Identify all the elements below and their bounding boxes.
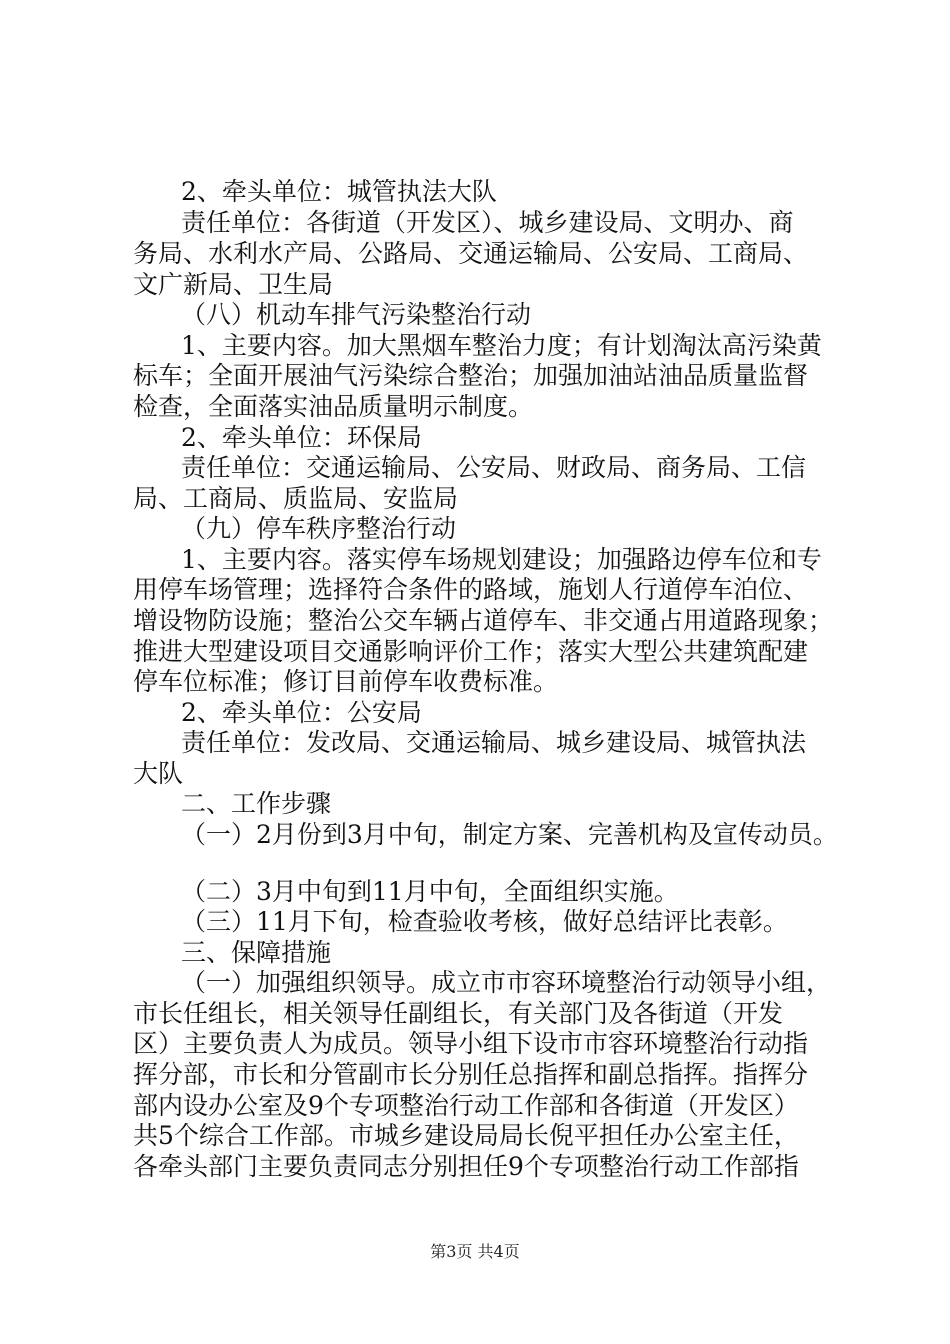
text-line-3: 务局、水利水产局、公路局、交通运输局、公安局、工商局、 xyxy=(133,239,809,268)
text-line-6: 1、主要内容。加大黑烟车整治力度；有计划淘汰高污染黄 xyxy=(181,331,822,360)
text-line-5: （八）机动车排气污染整治行动 xyxy=(181,300,532,329)
text-line-4: 文广新局、卫生局 xyxy=(133,270,334,299)
text-line-9: 2、牵头单位：环保局 xyxy=(181,423,422,452)
page-number-footer: 第3页 共4页 xyxy=(430,1242,520,1261)
text-line-31: 共5个综合工作部。市城乡建设局局长倪平担任办公室主任， xyxy=(133,1121,799,1150)
text-line-27: 市长任组长，相关领导任副组长，有关部门及各街道（开发 xyxy=(133,999,784,1028)
text-line-32: 各牵头部门主要负责同志分别担任9个专项整治行动工作部指 xyxy=(133,1152,799,1181)
text-line-12: （九）停车秩序整治行动 xyxy=(181,514,457,543)
text-line-24: （三）11月下旬，检查验收考核，做好总结评比表彰。 xyxy=(181,907,788,936)
text-line-26: （一）加强组织领导。成立市市容环境整治行动领导小组， xyxy=(181,968,832,997)
text-line-22: （一）2月份到3月中旬，制定方案、完善机构及宣传动员。 xyxy=(181,820,838,849)
text-line-15: 增设物防设施；整治公交车辆占道停车、非交通占用道路现象； xyxy=(133,606,834,635)
text-line-29: 挥分部，市长和分管副市长分别任总指挥和副总指挥。指挥分 xyxy=(133,1060,809,1089)
text-line-23: （二）3月中旬到11月中旬，全面组织实施。 xyxy=(181,877,679,906)
text-line-1: 2、牵头单位：城管执法大队 xyxy=(181,177,497,206)
text-line-25: 三、保障措施 xyxy=(181,938,332,967)
text-line-11: 局、工商局、质监局、安监局 xyxy=(133,484,459,513)
text-line-28: 区）主要负责人为成员。领导小组下设市市容环境整治行动指 xyxy=(133,1029,809,1058)
text-line-19: 责任单位：发改局、交通运输局、城乡建设局、城管执法 xyxy=(181,728,807,757)
text-line-10: 责任单位：交通运输局、公安局、财政局、商务局、工信 xyxy=(181,453,807,482)
text-line-7: 标车；全面开展油气污染综合整治；加强加油站油品质量监督 xyxy=(133,361,809,390)
text-line-2: 责任单位：各街道（开发区）、城乡建设局、文明办、商 xyxy=(181,208,794,237)
text-line-13: 1、主要内容。落实停车场规划建设；加强路边停车位和专 xyxy=(181,545,822,574)
text-line-8: 检查，全面落实油品质量明示制度。 xyxy=(133,392,534,421)
text-line-16: 推进大型建设项目交通影响评价工作；落实大型公共建筑配建 xyxy=(133,637,809,666)
text-line-21: 二、工作步骤 xyxy=(181,789,332,818)
text-line-30: 部内设办公室及9个专项整治行动工作部和各街道（开发区） xyxy=(133,1091,799,1120)
text-line-18: 2、牵头单位：公安局 xyxy=(181,698,422,727)
text-line-20: 大队 xyxy=(133,759,184,788)
text-line-17: 停车位标准；修订目前停车收费标准。 xyxy=(133,667,559,696)
text-line-14: 用停车场管理；选择符合条件的路域，施划人行道停车泊位、 xyxy=(133,575,809,604)
